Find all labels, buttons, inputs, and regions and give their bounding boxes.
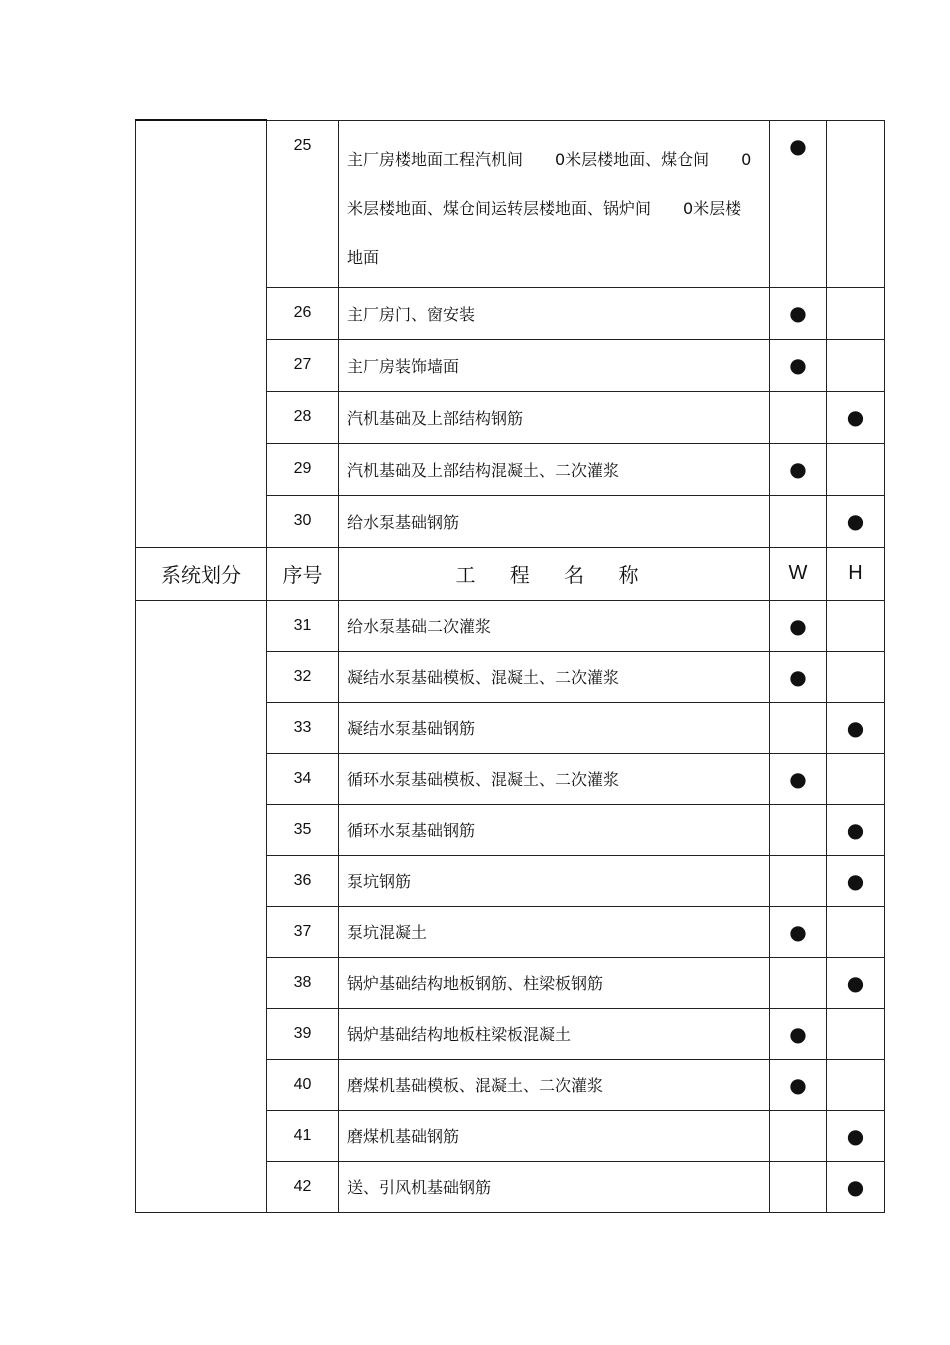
- item-name-cell: 给水泵基础二次灌浆: [339, 600, 770, 651]
- inspection-items-table: [135, 119, 885, 1213]
- item-name-cell: 泵坑钢筋: [339, 855, 770, 906]
- h-mark-cell: ●: [827, 702, 885, 753]
- item-name-cell: 主厂房装饰墙面: [339, 339, 770, 391]
- seq-cell: 33: [267, 702, 339, 753]
- seq-cell: 26: [267, 287, 339, 339]
- header-h: H: [827, 547, 885, 600]
- w-mark-cell: [770, 1161, 827, 1212]
- h-mark-cell: [827, 1059, 885, 1110]
- w-mark-cell: ●: [770, 906, 827, 957]
- w-mark-cell: [770, 804, 827, 855]
- seq-cell: 27: [267, 339, 339, 391]
- h-mark-cell: [827, 906, 885, 957]
- header-name: 工 程 名 称: [339, 547, 770, 600]
- seq-cell: 34: [267, 753, 339, 804]
- w-mark-cell: ●: [770, 1008, 827, 1059]
- item-name-cell: 汽机基础及上部结构钢筋: [339, 391, 770, 443]
- table-header-row: [136, 547, 885, 600]
- h-mark-cell: [827, 600, 885, 651]
- h-mark-cell: ●: [827, 957, 885, 1008]
- w-mark-cell: ●: [770, 287, 827, 339]
- seq-cell: 32: [267, 651, 339, 702]
- h-mark-cell: [827, 339, 885, 391]
- item-name-cell: 泵坑混凝土: [339, 906, 770, 957]
- h-mark-cell: ●: [827, 391, 885, 443]
- h-mark-cell: [827, 443, 885, 495]
- item-name-cell: 送、引风机基础钢筋: [339, 1161, 770, 1212]
- seq-cell: 37: [267, 906, 339, 957]
- item-name-cell: 磨煤机基础钢筋: [339, 1110, 770, 1161]
- header-seq: 序号: [267, 547, 339, 600]
- item-name-cell: 磨煤机基础模板、混凝土、二次灌浆: [339, 1059, 770, 1110]
- system-cell: [136, 600, 267, 1212]
- item-name-cell: 给水泵基础钢筋: [339, 495, 770, 547]
- w-mark-cell: ●: [770, 443, 827, 495]
- h-mark-cell: ●: [827, 1161, 885, 1212]
- h-mark-cell: ●: [827, 804, 885, 855]
- seq-cell: 41: [267, 1110, 339, 1161]
- seq-cell: 38: [267, 957, 339, 1008]
- w-mark-cell: ●: [770, 1059, 827, 1110]
- w-mark-cell: ●: [770, 600, 827, 651]
- h-mark-cell: [827, 1008, 885, 1059]
- seq-cell: 39: [267, 1008, 339, 1059]
- item-name-cell: 锅炉基础结构地板柱梁板混凝土: [339, 1008, 770, 1059]
- seq-cell: 31: [267, 600, 339, 651]
- h-mark-cell: [827, 120, 885, 287]
- w-mark-cell: [770, 957, 827, 1008]
- seq-cell: 25: [267, 120, 339, 287]
- seq-cell: 36: [267, 855, 339, 906]
- item-name-cell: 凝结水泵基础钢筋: [339, 702, 770, 753]
- h-mark-cell: [827, 651, 885, 702]
- w-mark-cell: [770, 495, 827, 547]
- w-mark-cell: ●: [770, 753, 827, 804]
- header-w: W: [770, 547, 827, 600]
- w-mark-cell: [770, 702, 827, 753]
- table-row: [136, 120, 885, 287]
- h-mark-cell: [827, 287, 885, 339]
- seq-cell: 30: [267, 495, 339, 547]
- item-name-cell: 主厂房楼地面工程汽机间 0米层楼地面、煤仓间 0米层楼地面、煤仓间运转层楼地面、锅炉间 0米层楼地面: [339, 120, 770, 287]
- w-mark-cell: [770, 391, 827, 443]
- item-name-cell: 循环水泵基础模板、混凝土、二次灌浆: [339, 753, 770, 804]
- table-row: [136, 600, 885, 651]
- seq-cell: 35: [267, 804, 339, 855]
- seq-cell: 29: [267, 443, 339, 495]
- w-mark-cell: [770, 1110, 827, 1161]
- h-mark-cell: [827, 753, 885, 804]
- w-mark-cell: ●: [770, 120, 827, 287]
- h-mark-cell: ●: [827, 855, 885, 906]
- header-system: 系统划分: [136, 547, 267, 600]
- seq-cell: 28: [267, 391, 339, 443]
- h-mark-cell: ●: [827, 495, 885, 547]
- item-name-cell: 凝结水泵基础模板、混凝土、二次灌浆: [339, 651, 770, 702]
- w-mark-cell: [770, 855, 827, 906]
- w-mark-cell: ●: [770, 651, 827, 702]
- item-name-cell: 主厂房门、窗安装: [339, 287, 770, 339]
- w-mark-cell: ●: [770, 339, 827, 391]
- item-name-cell: 循环水泵基础钢筋: [339, 804, 770, 855]
- system-cell: [136, 120, 267, 547]
- item-name-cell: 汽机基础及上部结构混凝土、二次灌浆: [339, 443, 770, 495]
- seq-cell: 42: [267, 1161, 339, 1212]
- h-mark-cell: ●: [827, 1110, 885, 1161]
- item-name-cell: 锅炉基础结构地板钢筋、柱梁板钢筋: [339, 957, 770, 1008]
- seq-cell: 40: [267, 1059, 339, 1110]
